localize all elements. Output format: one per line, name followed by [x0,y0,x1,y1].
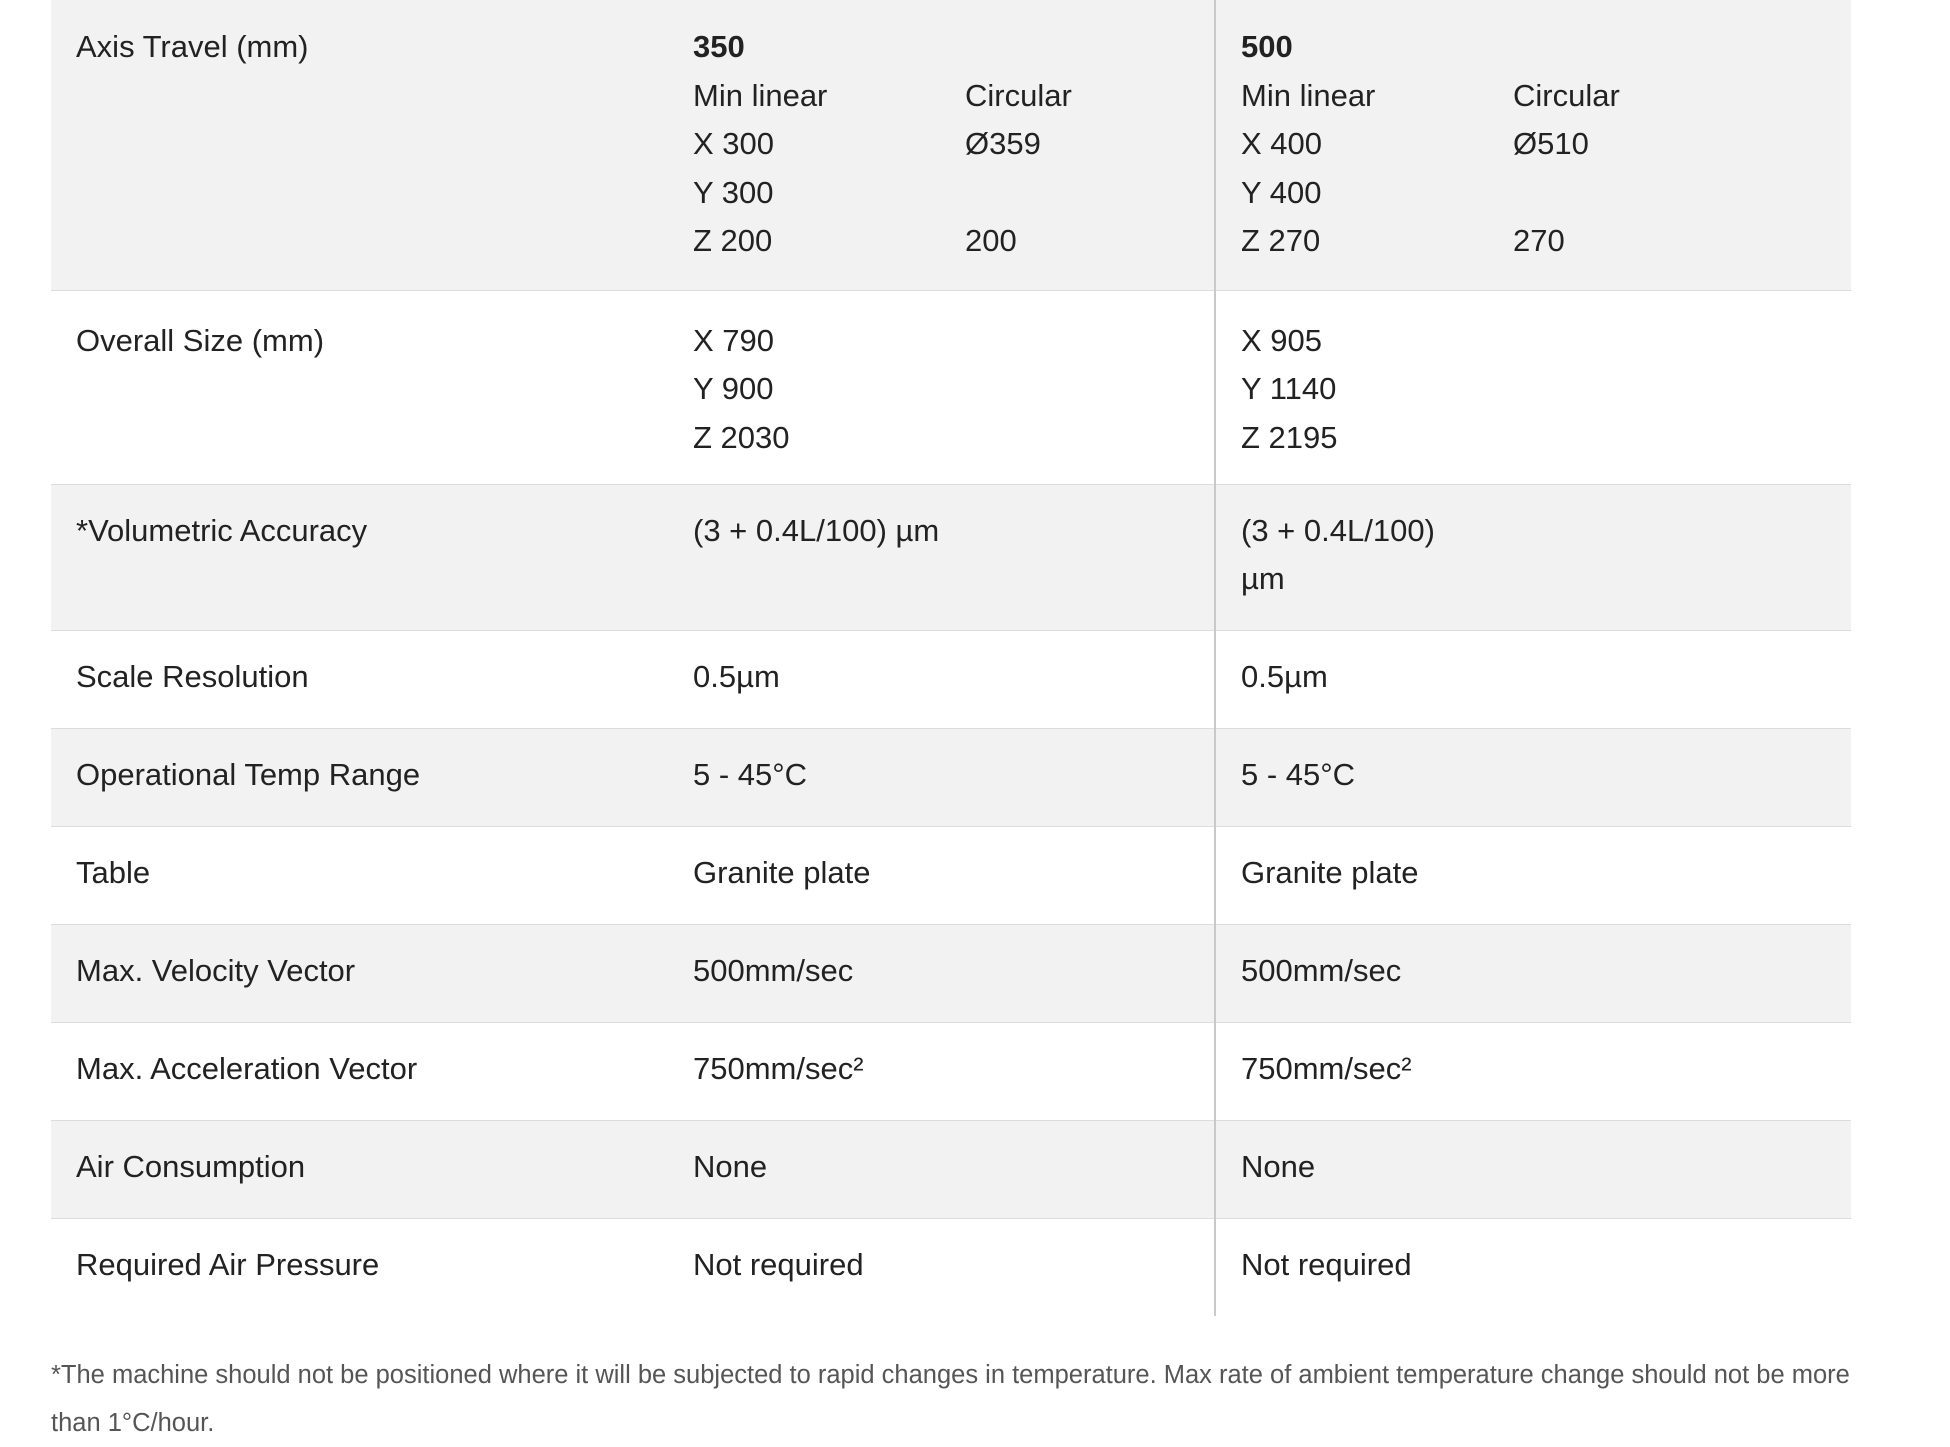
travel-y-circular [965,169,1237,218]
table-row-max-acceleration [51,1022,1851,1120]
cell-500: Granite plate [1215,826,1851,924]
spec-table [51,0,1851,1316]
size-y: Y 1140 [1241,371,1337,406]
travel-y-linear: Y 300 [693,174,774,210]
row-label: Required Air Pressure [76,1246,380,1282]
sub-header-circular: Circular [965,77,1072,113]
size-z: Z 2030 [693,419,790,455]
travel-z-linear: Z 270 [1241,223,1321,258]
cell-350: Not required [693,1246,864,1282]
cell-500: 750mm/sec² [1215,1022,1851,1120]
cell-500: 500mm/sec [1215,924,1851,1022]
cell-350: 500mm/sec [669,924,1215,1022]
table-row-overall-size [51,290,1851,484]
travel-x-circular: Ø510 [1513,126,1589,161]
table-row-scale-resolution [51,630,1851,728]
sub-header-linear: Min linear [693,77,828,113]
cell-500: Not required [1215,1218,1851,1316]
footnote: *The machine should not be positioned where it will be subjected to rapid changes in temperature. Max rate of ambient temperature change should not be more than 1°C/hour. [51,1361,1850,1437]
cell-500 [1215,484,1851,630]
model-header-350: 350 [693,29,745,64]
size-z: Z 2195 [1241,419,1338,455]
travel-z-linear: Z 200 [693,223,773,258]
row-label: *Volumetric Accuracy [51,484,669,630]
cell-350: 0.5µm [669,630,1215,728]
model-header-500: 500 [1241,29,1293,64]
row-label: Scale Resolution [51,630,669,728]
travel-z-circular: 270 [1513,223,1565,258]
row-label: Max. Acceleration Vector [51,1022,669,1120]
cell-350: None [669,1120,1215,1218]
axis-travel-subgrid [1241,72,1851,266]
cell-350: Granite plate [669,826,1215,924]
travel-x-linear: X 400 [1241,126,1323,161]
cell-350: 5 - 45°C [669,728,1215,826]
cell-500: None [1215,1120,1851,1218]
cell-value: (3 + 0.4L/100) µm [1241,512,1435,596]
table-row-volumetric-accuracy [51,484,1851,630]
travel-y-linear: Y 400 [1241,174,1322,210]
size-y: Y 900 [693,371,774,406]
cell-350: (3 + 0.4L/100) µm [669,484,1215,630]
table-row-table [51,826,1851,924]
row-label: Max. Velocity Vector [51,924,669,1022]
travel-y-circular [1513,169,1785,218]
table-row-air-consumption [51,1120,1851,1218]
cell-500: 5 - 45°C [1215,728,1851,826]
row-label: Table [51,826,669,924]
travel-z-circular: 200 [965,223,1017,258]
axis-travel-subgrid [693,72,1214,266]
cell-500 [1215,290,1851,484]
row-label: Air Consumption [51,1120,669,1218]
size-x: X 790 [693,322,775,358]
travel-x-linear: X 300 [693,126,775,161]
row-label: Overall Size (mm) [51,290,669,484]
size-x: X 905 [1241,322,1323,358]
cell-350: 750mm/sec² [669,1022,1215,1120]
cell-350 [669,290,1215,484]
row-label: Axis Travel (mm) [51,0,669,290]
table-row-required-air-pressure [51,1218,1851,1316]
table-row-axis-travel [51,0,1851,290]
sub-header-circular: Circular [1513,77,1620,113]
table-row-max-velocity [51,924,1851,1022]
cell-500 [1215,0,1851,290]
cell-350 [669,0,1215,290]
cell-500: 0.5µm [1215,630,1851,728]
table-row-operational-temp-range [51,728,1851,826]
travel-x-circular: Ø359 [965,126,1041,161]
row-label: Operational Temp Range [51,728,669,826]
sub-header-linear: Min linear [1241,77,1376,113]
